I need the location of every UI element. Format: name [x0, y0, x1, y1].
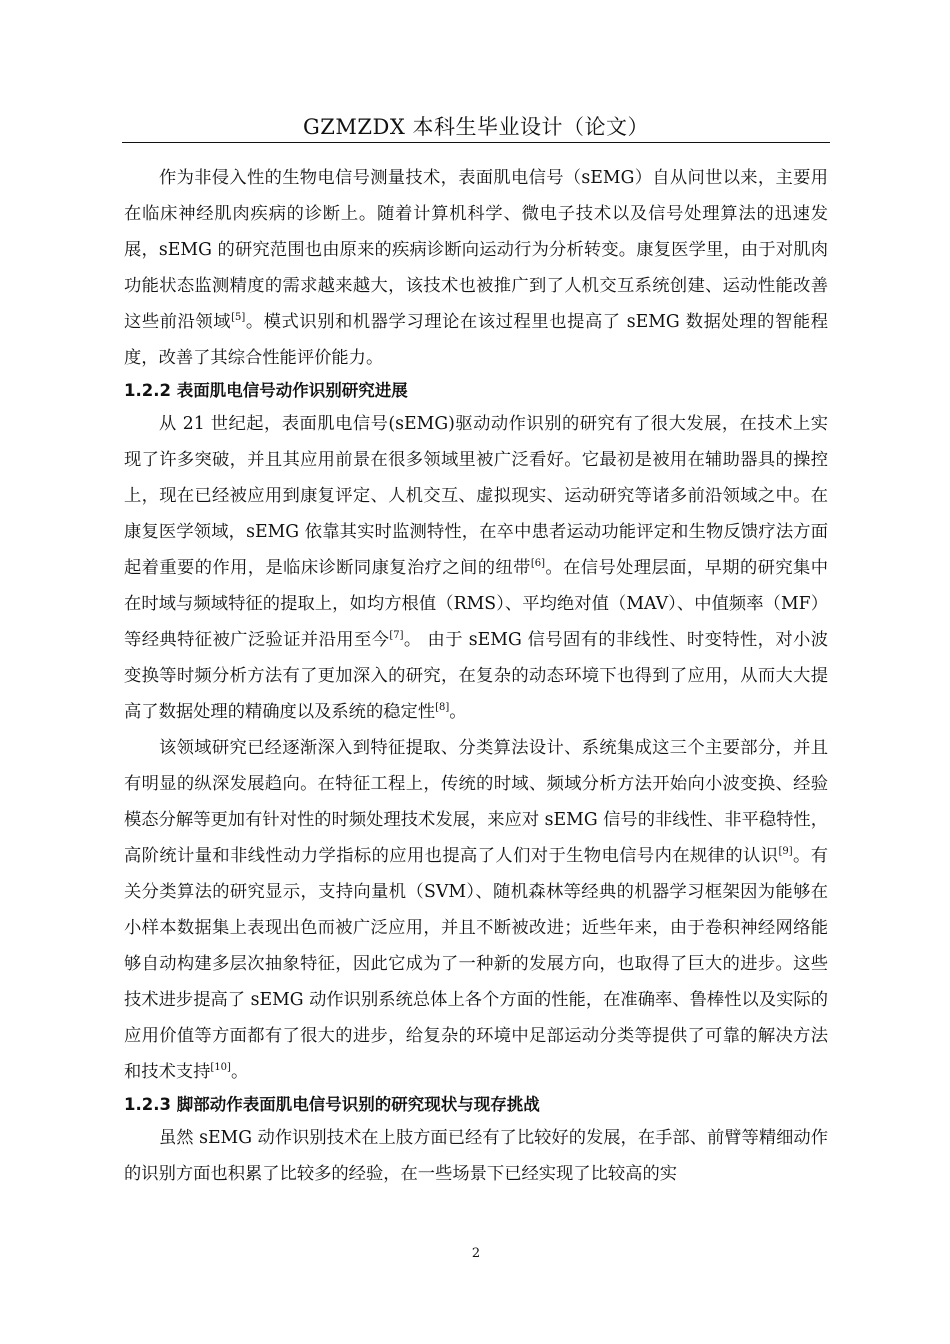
paragraph-text: 作为非侵入性的生物电信号测量技术，表面肌电信号（sEMG）自从问世以来，主要用在临床神经肌肉疾病的诊断上。随着计算机科学、微电子技术以及信号处理算法的迅速发展，sEMG 的研究范围也由原来的疾病诊断向运动行为分析转变。康复医学里，由于对肌肉功能状态监测精度的需求越来越大，该技术也被推广到了人机交互系统创建、运动性能改善这些前沿领域: [124, 168, 828, 332]
header-rule: [122, 142, 830, 143]
page-number: 2: [471, 1246, 481, 1261]
paragraph-text: 。有关分类算法的研究显示，支持向量机（SVM）、随机森林等经典的机器学习框架因为能够在小样本数据集上表现出色而被广泛应用，并且不断被改进；近些年来，由于卷积神经网络能够自动构建多层次抽象特征，因此它成为了一种新的发展方向，也取得了巨大的进步。这些技术进步提高了 sEMG 动作识别系统总体上各个方面的性能，在准确率、鲁棒性以及实际的应用价值等方面都有了很大的进步，给复杂的环境中足部运动分类等提供了可靠的解决方法和技术支持: [124, 846, 828, 1082]
citation-10: [10]: [210, 1062, 231, 1074]
citation-9: [9]: [778, 846, 793, 858]
citation-8: [8]: [435, 702, 450, 714]
paragraph-text: 。 由于 sEMG 信号固有的非线性、时变特性，对小波变换等时频分析方法有了更加深入的研究，在复杂的动态环境下也得到了应用，从而大大提高了数据处理的精确度以及系统的稳定性: [124, 630, 828, 722]
running-header: GZMZDX 本科生毕业设计（论文）: [303, 115, 649, 139]
paragraph-text: 。在信号处理层面，早期的研究集中在时域与频域特征的提取上，如均方根值（RMS）、平均绝对值（MAV）、中值频率（MF）等经典特征被广泛验证并沿用至今: [124, 558, 828, 650]
paragraph-text: 。模式识别和机器学习理论在该过程里也提高了 sEMG 数据处理的智能程度，改善了其综合性能评价能力。: [124, 312, 828, 368]
paragraph-text: 。: [449, 702, 467, 722]
citation-6: [6]: [530, 558, 545, 570]
paragraph-text: 该领域研究已经逐渐深入到特征提取、分类算法设计、系统集成这三个主要部分，并且有明显的纵深发展趋向。在特征工程上，传统的时域、频域分析方法开始向小波变换、经验模态分解等更加有针对性的时频处理技术发展，来应对 sEMG 信号的非线性、非平稳特性，高阶统计量和非线性动力学指标的应用也提高了人们对于生物电信号内在规律的认识: [124, 738, 828, 866]
paragraph-intro: [124, 160, 828, 376]
paragraph-foot-status: [124, 1120, 828, 1192]
page-body: [124, 160, 828, 1192]
section-heading-1-2-3: 1.2.3 脚部动作表面肌电信号识别的研究现状与现存挑战: [124, 1095, 540, 1114]
citation-5: [5]: [231, 312, 246, 324]
citation-7: [7]: [389, 630, 404, 642]
paragraph-text: 虽然 sEMG 动作识别技术在上肢方面已经有了比较好的发展，在手部、前臂等精细动作的识别方面也积累了比较多的经验，在一些场景下已经实现了比较高的实: [124, 1128, 828, 1184]
paragraph-methods: [124, 730, 828, 1090]
section-heading-1-2-2: 1.2.2 表面肌电信号动作识别研究进展: [124, 381, 408, 400]
paragraph-text: 从 21 世纪起，表面肌电信号(sEMG)驱动动作识别的研究有了很大发展，在技术上实现了许多突破，并且其应用前景在很多领域里被广泛看好。它最初是被用在辅助器具的操控上，现在已经被应用到康复评定、人机交互、虚拟现实、运动研究等诸多前沿领域之中。在康复医学领域，sEMG 依靠其实时监测特性，在卒中患者运动功能评定和生物反馈疗法方面起着重要的作用，是临床诊断同康复治疗之间的纽带: [124, 414, 828, 578]
paragraph-progress: [124, 406, 828, 730]
paragraph-text: 。: [230, 1062, 249, 1082]
